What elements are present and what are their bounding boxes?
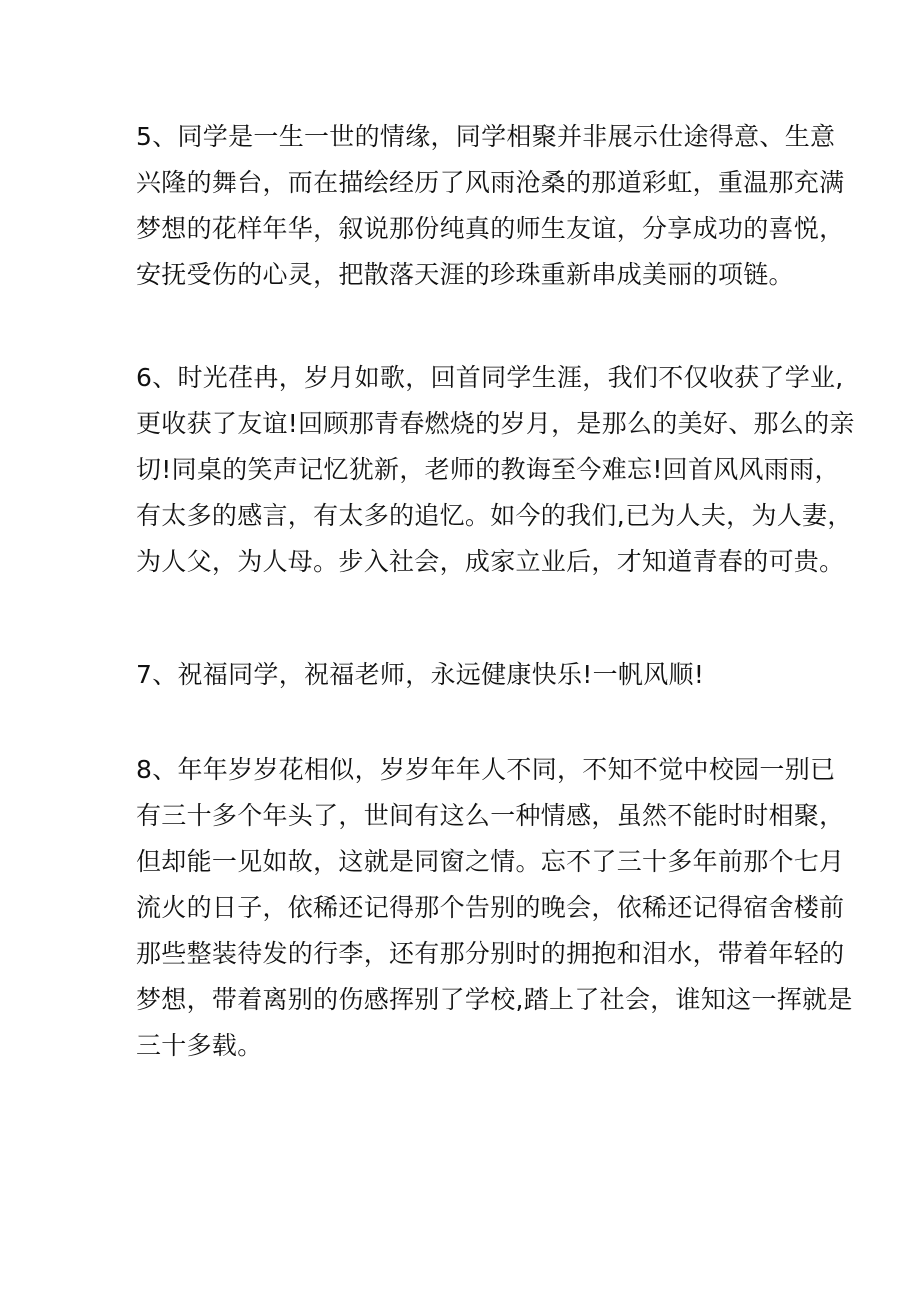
- paragraph-line: 安抚受伤的心灵，把散落天涯的珍珠重新串成美丽的项链。: [136, 260, 794, 289]
- paragraph-8: [136, 747, 853, 1069]
- paragraph-line: 兴隆的舞台，而在描绘经历了风雨沧桑的那道彩虹，重温那充满: [136, 168, 845, 197]
- paragraph-line: 三十多载。: [136, 1031, 263, 1060]
- paragraph-line: 为人父，为人母。步入社会，成家立业后，才知道青春的可贵。: [136, 547, 845, 576]
- paragraph-line: 有三十多个年头了，世间有这么一种情感，虽然不能时时相聚，: [136, 801, 845, 830]
- paragraph-line: 更收获了友谊!回顾那青春燃烧的岁月，是那么的美好、那么的亲: [136, 409, 855, 438]
- paragraph-5: [136, 114, 845, 298]
- paragraph-line: 但却能一见如故，这就是同窗之情。忘不了三十多年前那个七月: [136, 847, 845, 876]
- paragraph-6: [136, 355, 855, 585]
- paragraph-line: 那些整装待发的行李，还有那分别时的拥抱和泪水，带着年轻的: [136, 939, 845, 968]
- paragraph-7: [136, 652, 796, 698]
- paragraph-line: 7、祝福同学，祝福老师，永远健康快乐!一帆风顺!: [136, 660, 705, 689]
- paragraph-line: 梦想的花样年华，叙说那份纯真的师生友谊，分享成功的喜悦，: [136, 214, 845, 243]
- paragraph-line: 6、时光荏冉，岁月如歌，回首同学生涯，我们不仅收获了学业,: [136, 363, 844, 392]
- paragraph-line: 流火的日子，依稀还记得那个告别的晚会，依稀还记得宿舍楼前: [136, 893, 845, 922]
- paragraph-line: 切!同桌的笑声记忆犹新，老师的教诲至今难忘!回首风风雨雨，: [136, 455, 840, 484]
- paragraph-line: 梦想，带着离别的伤感挥别了学校,踏上了社会，谁知这一挥就是: [136, 985, 853, 1014]
- paragraph-line: 有太多的感言，有太多的追忆。如今的我们,已为人夫，为人妻，: [136, 501, 853, 530]
- paragraph-line: 5、同学是一生一世的情缘，同学相聚并非展示仕途得意、生意: [136, 122, 836, 151]
- paragraph-line: 8、年年岁岁花相似，岁岁年年人不同，不知不觉中校园一别已: [136, 755, 836, 784]
